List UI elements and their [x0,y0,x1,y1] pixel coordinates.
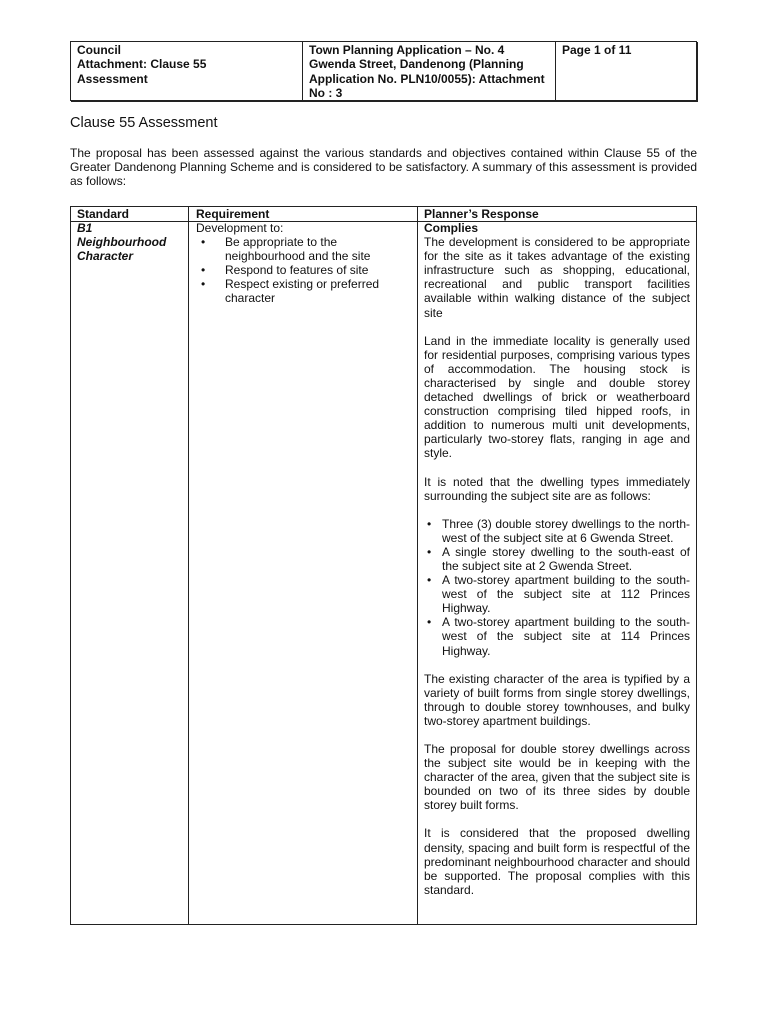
column-divider [417,207,418,924]
requirement-intro: Development to: [196,221,284,235]
column-header-standard: Standard [77,207,130,221]
response-paragraph: Land in the immediate locality is generally used for residential purposes, comprising various types of accommodation. The housing stock is characterised by single and double storey detached dwellings of brick or weatherboard construction comprising tiled hipped roofs, in addition to numerous multi unit developments, particularly two-storey flats, ranging in age and style. [424,333,690,461]
dwelling-item: • A two-storey apartment building to the south-west of the subject site at 114 Princes Highway. [424,615,690,657]
header-attachment-line: Attachment: Clause 55 [77,57,207,72]
response-paragraph: The development is considered to be appropriate for the site as it takes advantage of the existing infrastructure such as shopping, educational, recreational and public transport facilities available within walking distance of the subject site [424,235,690,320]
header-assessment-line: Assessment [77,71,148,86]
dwelling-item: • Three (3) double storey dwellings to the north-west of the subject site at 6 Gwenda Street. [424,517,690,545]
dwelling-item: • A single storey dwelling to the south-east of the subject site at 2 Gwenda Street. [424,545,690,573]
header-page-number: Page 1 of 11 [562,43,632,57]
compliance-status: Complies [424,221,479,235]
header-table [70,41,697,101]
standard-column [77,207,187,263]
requirement-column [196,207,416,306]
dwelling-item: • A two-storey apartment building to the south-west of the subject site at 112 Princes Highway. [424,573,690,615]
assessment-table [70,206,697,925]
page-title: Clause 55 Assessment [70,115,218,131]
response-paragraph: It is noted that the dwelling types immediately surrounding the subject site are as follows: [424,474,690,503]
standard-code: B1 [77,221,93,235]
requirement-item: • Be appropriate to the neighbourhood and the site [196,235,416,263]
requirement-item: • Respect existing or preferred character [196,277,416,305]
response-paragraph: It is considered that the proposed dwelling density, spacing and built form is respectful of the predominant neighbourhood character and should be supported. The proposal complies with this standard. [424,826,690,897]
column-header-response: Planner’s Response [424,207,539,221]
response-column [424,207,690,911]
standard-name: Neighbourhood Character [77,235,167,264]
header-council-line: Council [77,43,121,57]
response-paragraph: The proposal for double storey dwellings across the subject site would be in keeping with the character of the area, given that the subject site is bounded on two of its three sides by double storey built forms. [424,742,690,813]
requirement-item: • Respond to features of site [196,263,416,277]
column-header-requirement: Requirement [196,207,270,221]
column-divider [188,207,189,924]
response-paragraph: The existing character of the area is typified by a variety of built forms from single storey dwellings, through to double storey townhouses, and bulky two-storey apartment buildings. [424,671,690,728]
requirement-list [196,235,416,305]
surrounding-dwellings-list [424,517,690,658]
header-application-cell: Town Planning Application – No. 4 Gwenda Street, Dandenong (Planning Application No. PLN10/0055): Attachment No : 3 [303,42,556,100]
intro-paragraph: The proposal has been assessed against the various standards and objectives contained within Clause 55 of the Greater Dandenong Planning Scheme and is considered to be satisfactory. A summary of this assessment is provided as follows: [70,146,697,189]
header-council-cell [71,42,303,100]
